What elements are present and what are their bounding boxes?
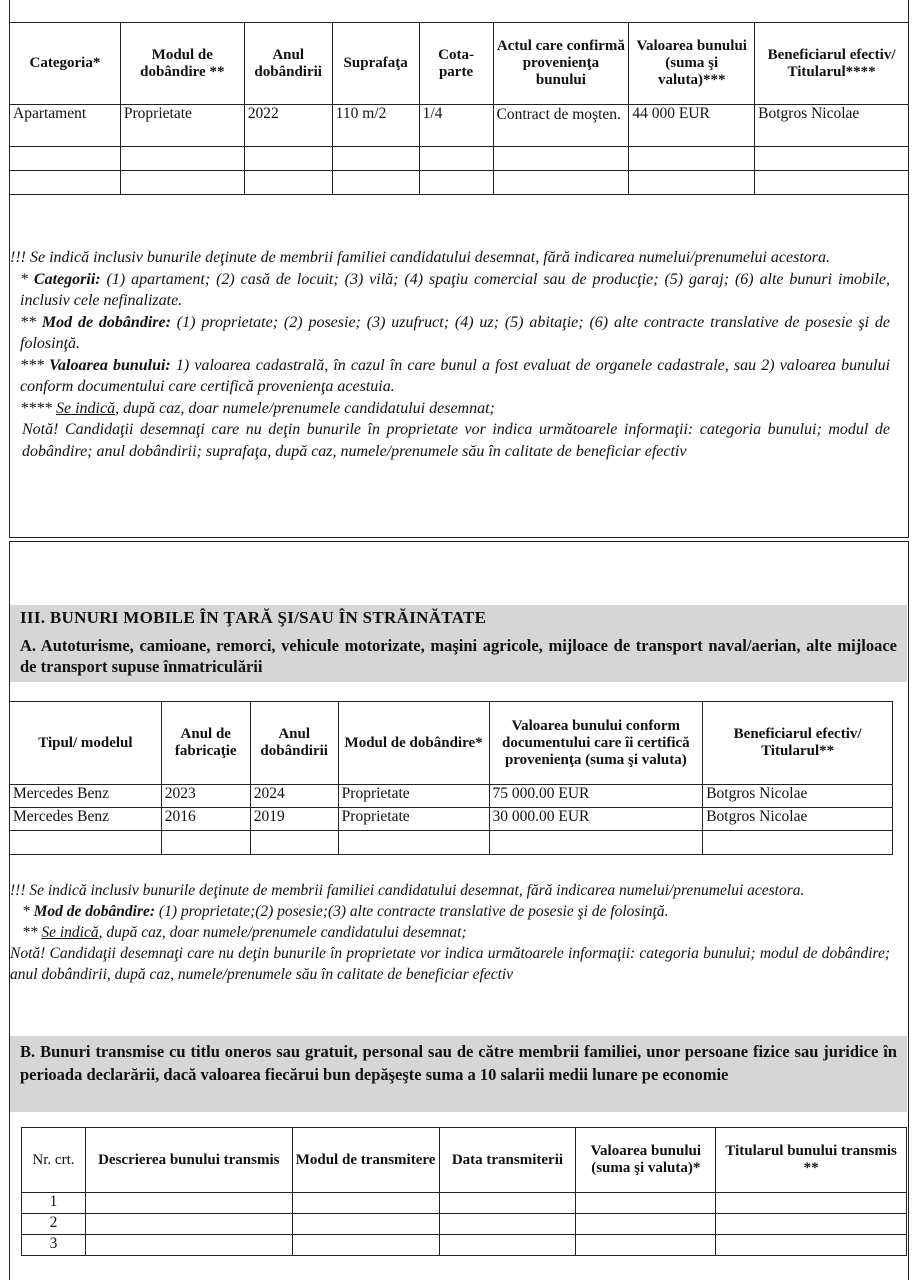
- table-row: [22, 1214, 907, 1235]
- cell: 2: [22, 1214, 86, 1235]
- cell: Apartament: [10, 105, 121, 147]
- cell: 2016: [161, 808, 250, 831]
- table-row: [10, 171, 909, 195]
- note-owner: ** Se indică, după caz, doar numele/prenumele candidatului desemnat;: [22, 924, 467, 941]
- header-modul-dobandire: Modul de dobândire*: [338, 702, 489, 785]
- cell: 30 000.00 EUR: [489, 808, 703, 831]
- cell: Botgros Nicolae: [703, 785, 893, 808]
- header-valoarea: Valoarea bunului (suma şi valuta)*: [576, 1128, 716, 1193]
- table-row: [22, 1193, 907, 1214]
- note-remark: Notă! Candidaţii desemnaţi care nu deţin bunurile în proprietate vor indica următoarele informaţii: categoria bunului; modul de dobândire; anul dobândirii; suprafaţa, după caz, numele/prenumele său în calitate de beneficiar efectiv: [22, 421, 890, 460]
- header-tip-model: Tipul/ modelul: [10, 702, 162, 785]
- cell: Contract de moşten.: [493, 105, 629, 147]
- header-nr-crt: Nr. crt.: [22, 1128, 86, 1193]
- table-row: [10, 808, 893, 831]
- cell: Botgros Nicolae: [755, 105, 909, 147]
- vehicles-table: [9, 701, 893, 855]
- note-asset-value: *** Valoarea bunului: 1) valoarea cadastrală, în cazul în care bunul a fost evaluat de organele cadastrale, sau 2) valoarea bunului conform documentului care certifică provenienţa acestuia.: [20, 356, 891, 395]
- section-3a-title: A. Autoturisme, camioane, remorci, vehicule motorizate, maşini agricole, mijloace de transport naval/aerian, alte mijloace de transport supuse înmatriculării: [10, 633, 907, 682]
- cell: 2024: [250, 785, 338, 808]
- header-cota-parte: Cota-parte: [419, 23, 493, 105]
- cell: Proprietate: [338, 808, 489, 831]
- header-titular: Titularul bunului transmis **: [716, 1128, 907, 1193]
- cell: Proprietate: [120, 105, 244, 147]
- cell: Botgros Nicolae: [703, 808, 893, 831]
- cell: 1: [22, 1193, 86, 1214]
- cell: 110 m/2: [332, 105, 419, 147]
- header-valoarea: Valoarea bunului conform documentului care îi certifică provenienţa (suma şi valuta): [489, 702, 703, 785]
- header-modul-dobandire: Modul de dobândire **: [120, 23, 244, 105]
- header-valoarea: Valoarea bunului (suma şi valuta)***: [629, 23, 755, 105]
- note-acquisition-mode: * Mod de dobândire: (1) proprietate;(2) posesie;(3) alte contracte translative de posesie şi de folosinţă.: [22, 903, 669, 920]
- table-row: [10, 147, 909, 171]
- transfers-table: [21, 1127, 907, 1256]
- cell: Proprietate: [338, 785, 489, 808]
- cell: 2019: [250, 808, 338, 831]
- cell: 44 000 EUR: [629, 105, 755, 147]
- table-row: [22, 1235, 907, 1256]
- cell: Mercedes Benz: [10, 808, 162, 831]
- header-suprafata: Suprafaţa: [332, 23, 419, 105]
- header-anul-dobandirii: Anul dobândirii: [244, 23, 332, 105]
- notes-vehicles: [10, 880, 890, 985]
- note-paragraph: !!! Se indică inclusiv bunurile deţinute de membrii familiei candidatului desemnat, fără indicarea numelui/prenumelui acestora.: [10, 882, 805, 899]
- frame-top-line: [9, 541, 909, 542]
- header-categoria: Categoria*: [10, 23, 121, 105]
- header-anul-fabricatie: Anul de fabricaţie: [161, 702, 250, 785]
- table-row: [10, 785, 893, 808]
- table-row: [10, 831, 893, 855]
- notes-immovable: [10, 247, 890, 462]
- header-beneficiar: Beneficiarul efectiv/ Titularul****: [755, 23, 909, 105]
- section-3-title: III. BUNURI MOBILE ÎN ŢARĂ ŞI/SAU ÎN STRĂINĂTATE: [10, 605, 907, 633]
- cell: Mercedes Benz: [10, 785, 162, 808]
- header-data-transmiterii: Data transmiterii: [439, 1128, 576, 1193]
- note-categories: * Categorii: (1) apartament; (2) casă de locuit; (3) vilă; (4) spaţiu comercial sau de producţie; (5) garaj; (6) alte bunuri imobile, inclusiv cele nefinalizate.: [20, 270, 891, 309]
- frame-bottom-line: [9, 537, 909, 538]
- note-remark: Notă! Candidaţii desemnaţi care nu deţin bunurile în proprietate vor indica următoarele informaţii: categoria bunului; modul de dobândire; anul dobândirii, după caz, numele/prenumele său în calitate de beneficiar efectiv: [10, 945, 890, 983]
- cell: 75 000.00 EUR: [489, 785, 703, 808]
- header-modul-transmitere: Modul de transmitere: [292, 1128, 439, 1193]
- header-anul-dobandirii: Anul dobândirii: [250, 702, 338, 785]
- table-row: [10, 105, 909, 147]
- cell: 2022: [244, 105, 332, 147]
- note-paragraph: !!! Se indică inclusiv bunurile deţinute de membrii familiei candidatului desemnat, fără indicarea numelui/prenumelui acestora.: [10, 249, 830, 266]
- note-owner: **** Se indică, după caz, doar numele/prenumele candidatului desemnat;: [20, 399, 495, 417]
- header-descriere: Descrierea bunului transmis: [85, 1128, 292, 1193]
- section-b-title: B. Bunuri transmise cu titlu oneros sau gratuit, personal sau de către membrii familiei, unor persoane fizice sau juridice în perioada declarării, dacă valoarea fiecărui bun depăşeşte suma a 10 salarii medii lunare pe economie: [10, 1036, 907, 1112]
- note-acquisition-mode: ** Mod de dobândire: (1) proprietate; (2) posesie; (3) uzufruct; (4) uz; (5) abitaţie; (6) alte contracte translative de posesie şi de folosinţă.: [20, 313, 891, 352]
- cell: 1/4: [419, 105, 493, 147]
- cell: 3: [22, 1235, 86, 1256]
- header-act-provenienta: Actul care confirmă provenienţa bunului: [493, 23, 629, 105]
- cell: 2023: [161, 785, 250, 808]
- header-beneficiar: Beneficiarul efectiv/ Titularul**: [703, 702, 893, 785]
- immovable-assets-table: [9, 22, 909, 195]
